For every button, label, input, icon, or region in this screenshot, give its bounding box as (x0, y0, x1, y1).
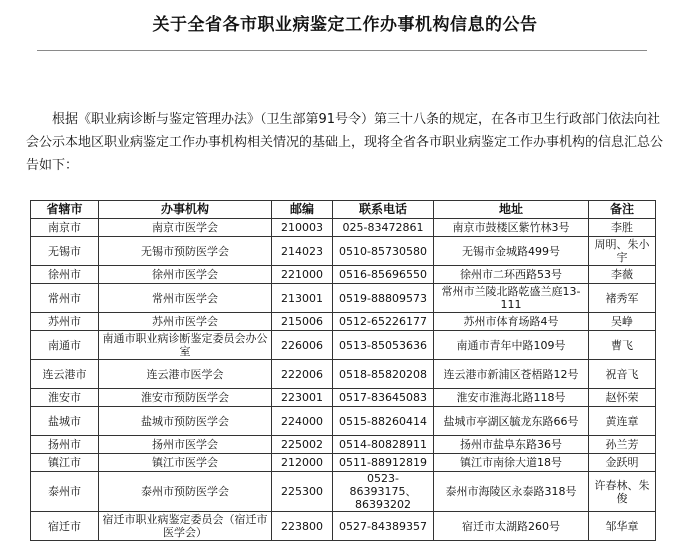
cell-org: 盐城市预防医学会 (99, 407, 272, 436)
cell-zip: 226006 (272, 331, 333, 360)
cell-note: 邹华章 (589, 512, 656, 541)
cell-address: 扬州市盐阜东路36号 (434, 436, 589, 454)
cell-zip: 214023 (272, 237, 333, 266)
cell-city: 徐州市 (31, 266, 99, 284)
cell-zip: 224000 (272, 407, 333, 436)
cell-city: 扬州市 (31, 436, 99, 454)
cell-zip: 213001 (272, 284, 333, 313)
table-row (31, 360, 656, 389)
cell-phone: 0514-80828911 (333, 436, 434, 454)
cell-note: 赵怀荣 (589, 389, 656, 407)
cell-org: 南通市职业病诊断鉴定委员会办公室 (99, 331, 272, 360)
cell-note: 许春林、朱俊 (589, 472, 656, 512)
cell-address: 盐城市亭湖区毓龙东路66号 (434, 407, 589, 436)
cell-zip: 223001 (272, 389, 333, 407)
cell-address: 无锡市金城路499号 (434, 237, 589, 266)
cell-phone: 0523-86393175、86393202 (333, 472, 434, 512)
cell-city: 苏州市 (31, 313, 99, 331)
cell-zip: 215006 (272, 313, 333, 331)
cell-city: 镇江市 (31, 454, 99, 472)
header-org: 办事机构 (99, 201, 272, 219)
cell-note: 周明、朱小宇 (589, 237, 656, 266)
cell-org: 常州市医学会 (99, 284, 272, 313)
title-divider (37, 50, 647, 51)
cell-org: 南京市医学会 (99, 219, 272, 237)
header-zip: 邮编 (272, 201, 333, 219)
cell-note: 李胜 (589, 219, 656, 237)
cell-city: 无锡市 (31, 237, 99, 266)
table-row (31, 237, 656, 266)
header-city: 省辖市 (31, 201, 99, 219)
cell-org: 镇江市医学会 (99, 454, 272, 472)
cell-phone: 0519-88809573 (333, 284, 434, 313)
cell-phone: 0518-85820208 (333, 360, 434, 389)
cell-city: 泰州市 (31, 472, 99, 512)
cell-address: 南通市青年中路109号 (434, 331, 589, 360)
cell-address: 徐州市二环西路53号 (434, 266, 589, 284)
cell-zip: 212000 (272, 454, 333, 472)
cell-address: 泰州市海陵区永泰路318号 (434, 472, 589, 512)
cell-address: 淮安市淮海北路118号 (434, 389, 589, 407)
cell-address: 苏州市体育场路4号 (434, 313, 589, 331)
cell-address: 镇江市南徐大道18号 (434, 454, 589, 472)
cell-city: 常州市 (31, 284, 99, 313)
table-row (31, 407, 656, 436)
cell-note: 李薇 (589, 266, 656, 284)
cell-phone: 0516-85696550 (333, 266, 434, 284)
table-row (31, 313, 656, 331)
cell-phone: 0527-84389357 (333, 512, 434, 541)
cell-note: 褚秀军 (589, 284, 656, 313)
cell-phone: 0511-88912819 (333, 454, 434, 472)
table-row (31, 436, 656, 454)
cell-org: 扬州市医学会 (99, 436, 272, 454)
cell-phone: 0513-85053636 (333, 331, 434, 360)
cell-phone: 0517-83645083 (333, 389, 434, 407)
cell-org: 无锡市预防医学会 (99, 237, 272, 266)
table-row (31, 472, 656, 512)
cell-phone: 025-83472861 (333, 219, 434, 237)
cell-org: 淮安市预防医学会 (99, 389, 272, 407)
cell-zip: 223800 (272, 512, 333, 541)
cell-phone: 0512-65226177 (333, 313, 434, 331)
cell-phone: 0515-88260414 (333, 407, 434, 436)
announcement-title: 关于全省各市职业病鉴定工作办事机构信息的公告 (152, 15, 538, 35)
cell-zip: 210003 (272, 219, 333, 237)
header-phone: 联系电话 (333, 201, 434, 219)
table-row (31, 389, 656, 407)
cell-org: 宿迁市职业病鉴定委员会（宿迁市医学会） (99, 512, 272, 541)
cell-zip: 225002 (272, 436, 333, 454)
cell-city: 盐城市 (31, 407, 99, 436)
cell-phone: 0510-85730580 (333, 237, 434, 266)
cell-city: 南通市 (31, 331, 99, 360)
cell-note: 黄连章 (589, 407, 656, 436)
cell-zip: 225300 (272, 472, 333, 512)
table-row (31, 284, 656, 313)
cell-address: 南京市鼓楼区紫竹林3号 (434, 219, 589, 237)
header-address: 地址 (434, 201, 589, 219)
cell-city: 宿迁市 (31, 512, 99, 541)
cell-note: 曹飞 (589, 331, 656, 360)
cell-address: 连云港市新浦区苍梧路12号 (434, 360, 589, 389)
table-row (31, 266, 656, 284)
table-row (31, 512, 656, 541)
cell-zip: 221000 (272, 266, 333, 284)
agency-table (30, 200, 656, 541)
table-row (31, 219, 656, 237)
cell-org: 苏州市医学会 (99, 313, 272, 331)
cell-address: 常州市兰陵北路乾盛兰庭13-111 (434, 284, 589, 313)
cell-city: 淮安市 (31, 389, 99, 407)
cell-note: 吴峥 (589, 313, 656, 331)
cell-address: 宿迁市太湖路260号 (434, 512, 589, 541)
cell-city: 南京市 (31, 219, 99, 237)
cell-note: 金跃明 (589, 454, 656, 472)
header-note: 备注 (589, 201, 656, 219)
cell-note: 祝音飞 (589, 360, 656, 389)
cell-note: 孙兰芳 (589, 436, 656, 454)
table-header-row (31, 201, 656, 219)
cell-org: 徐州市医学会 (99, 266, 272, 284)
intro-paragraph: 根据《职业病诊断与鉴定管理办法》（卫生部第91号令）第三十八条的规定，在各市卫生行政部门依法向社会公示本地区职业病鉴定工作办事机构相关情况的基础上，现将全省各市职业病鉴定工作办事机构的信息汇总公告如下： (26, 112, 664, 173)
cell-org: 连云港市医学会 (99, 360, 272, 389)
cell-city: 连云港市 (31, 360, 99, 389)
table-row (31, 331, 656, 360)
cell-zip: 222006 (272, 360, 333, 389)
table-row (31, 454, 656, 472)
cell-org: 泰州市预防医学会 (99, 472, 272, 512)
